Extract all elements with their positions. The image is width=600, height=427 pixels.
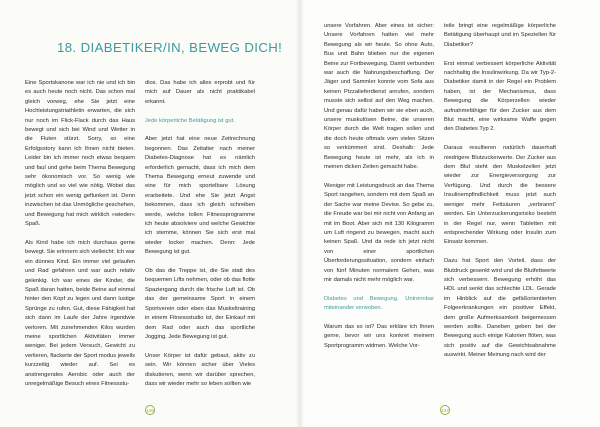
- paragraph: Als Kind habe ich mich durchaus gerne bewegt. Sie erinnern sich vielleicht: Ich war ein dünnes Kind. Ein immer viel gelaufen und Rad gefahren und war auch relativ gelenkig. Ich war eines der Kinder, die Spaß daran hatten, beide Beine auf einmal hinter den Kopf zu legen und dann lustige Sprünge zu rufen. Gut, diese Fähigkeit hat sich dann im Laufe der Jahre irgendwie verloren. Mit zunehmenden Kilos wurden meine sportlichen Aktivitäten immer weniger. Bei jedem Versuch, Gewicht zu verlieren, flackerte der Sport modus jeweils kurzzeitig wieder auf. Sei es anstrengendes Aerobic oder auch der unregelmäßige Besuch eines Fitnessstu-: [25, 239, 135, 387]
- paragraph: Ob das die Treppe ist, die Sie statt des bequemen Lifts nehmen, oder ob das flotte Spaziergang durch die frische Luft ist. Ob das der gemeinsame Sport in einem Sportverein oder eben das Muskeltraining in einem Fitnessstudio ist, der Einkauf mit dem Rad oder auch das sportliche Jogging. Jede Bewegung ist gut.: [145, 268, 255, 340]
- paragraph: Daraus resultieren natürlich dauerhaft niedrigere Blutzuckerwerte. Der Zucker aus dem Blut steht den Muskelzellen jetzt wieder zur Energieversorgung zur Verfügung. Und durch die bessere Insulinempfindlichkeit muss jetzt auch weniger mehr Fettsäuren „verbrannt“ werden. Ein Unterzuckerungsrisiko besteht in der Regel nur, wenn Tabletten mit entsprechender Wirkung oder Insulin zum Einsatz kommen.: [444, 145, 556, 246]
- paragraph: Unser Körper ist dafür gebaut, aktiv zu sein. Wir können sicher über Vieles diskutieren, wenn wir darüber sprechen, dass wir wieder mehr so leben sollten wie: [145, 352, 255, 387]
- page-number-badge: 137: [440, 405, 450, 415]
- right-page: [300, 0, 600, 427]
- column-4: [444, 22, 556, 370]
- paragraph: Warum das so ist? Das erkläre ich Ihnen gerne, bevor wir uns konkret meinem Sportprogramm widmen. Welche Vor-: [324, 323, 434, 349]
- paragraph: Aber jetzt hat eine neue Zeitrechnung begonnen. Das Zeitalter nach meiner Diabetes-Diagnose hat es nämlich erforderlich gemacht, dass ich mich dem Thema Bewegung erneut zuwende und eine für mich sportelbare Lösung erarbeitete. Und ehe Sie jetzt Angst bekommen, dass ich gleich schreiben werde, welche tollen Fitnessprogramme ich heute absolviere und welche Gewichte ich stemme, können Sie sich erst mal wieder locker machen. Denn: Jede Bewegung ist gut.: [145, 136, 255, 256]
- column-1: [25, 79, 135, 399]
- book-gutter: [296, 0, 304, 427]
- paragraph: Weniger mit Leistungsdruck an das Thema Sport rangehen, sondern mit dem Spaß an der Sache war meine Devise. So gebe zu, die Freude war bei mir nicht von Anfang an mit im Boot. Aber sich mit 130 Kilogramm um Luft ringend zu bewegen, macht auch keinen Spaß. Und da rede ich jetzt nicht von einer sportlichen Überforderungssituation, sondern einfach von fünf Minuten normalem Gehen, was mir damals nicht mehr möglich war.: [324, 182, 434, 283]
- page-number-badge: 136: [145, 405, 155, 415]
- chapter-title: 18. DIABETIKER/IN, BEWEG DICH!: [57, 40, 283, 55]
- subheading: Diabetes und Bewegung. Untrennbar miteinander verwoben.: [324, 295, 434, 312]
- paragraph: unsere Vorfahren. Aber eines ist sicher: Unsere Vorfahren hatten viel mehr Bewegung als wir heute. So ohne Auto, Bus und Bahn blieben nur die eigenen Beine zur Fortbewegung. Damit verbunden war auch die Nahrungsbeschaffung. Der Jäger und Sammler konnte vom Sofa aus keinen Pizzalieferdienst anrufen, sondern musste sich selbst auf den Weg machen. Und genau dafür haben wir sie eben auch, unsere muskulösen Beine, die unseren Körper durch die Welt tragen sollen und die doch heute oftmals vom vielen Sitzen so verkümmert sind. Deshalb: Jede Bewegung heute ist mehr, als ich in meinen dicken Zeiten gemacht habe.: [324, 23, 434, 171]
- paragraph: Eine Sportskanone war ich nie und ich bin es auch heute noch nicht. Das schon mal gleich vorweg, ehe Sie jetzt eine Hochleistungstriathletin erwarten, die sich nur noch im Flick-Flack durch das Haus bewegt und sich bei Wind und Wetter in die Fluten stürzt. Sorry, so eine Erfolgsstory kann ich Ihnen nicht bieten. Leider bin ich immer noch etwas bequem und faul und gehe beim Thema Bewegung sehr ökonomisch vor. So wenig wie möglich und so viel wie nötig. Wobei das jetzt schon ein wenig geflunkert ist. Denn inzwischen ist das Unmögliche geschehen, und Bewegung hat mich wirklich »wieder« Spaß.: [25, 80, 135, 228]
- column-3: [324, 22, 434, 361]
- subheading: Jede körperliche Betätigung ist gut.: [145, 117, 235, 124]
- column-2: [145, 79, 255, 399]
- paragraph: dios. Das habe ich alles erprobt und für mich auf Dauer als nicht praktikabel erkannt.: [145, 80, 255, 105]
- paragraph: Dazu hat Sport den Vorteil, dass der Blutdruck gesenkt wird und die Blutfettwerte sich verbessern. Bewegung erhöht das HDL und senkt das schlechte LDL. Gerade im Hinblick auf die gefäßorientierten Folgeerkrankungen ein positiver Effekt, dem große Aufmerksamkeit beigemessen werden sollte. Daneben geben bei der Bewegung auch einige Kalorien flöten, was sich positiv auf die Gewichtsabnahme auswirkt. Meiner Meinung nach wird der: [444, 258, 556, 359]
- paragraph: Erst einmal verbessert körperliche Aktivität nachhaltig die Insulinwirkung. Da wir Typ-2-Diabetiker damit in der Regel ein Problem haben, ist der Mechanismus, dass Bewegung die Körperzellen wieder aufnahmefähiger für den Zucker aus dem Blut macht, eine wirksame Waffe gegen den Diabetes Typ 2.: [444, 60, 556, 133]
- paragraph: teile bringt eine regelmäßige körperliche Betätigung überhaupt und im Speziellen für Diabetiker?: [444, 23, 556, 48]
